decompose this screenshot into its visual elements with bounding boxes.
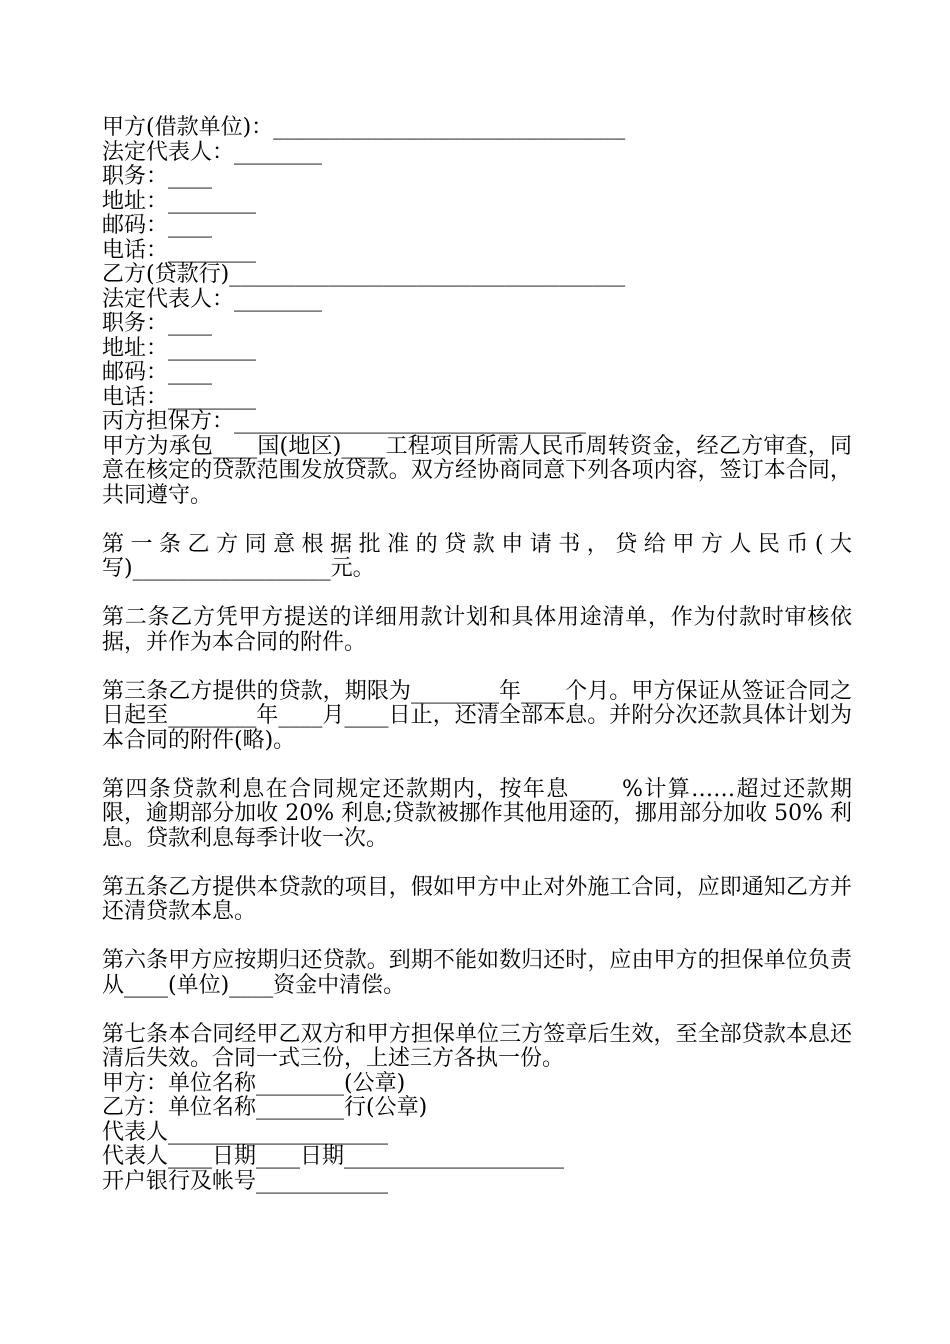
signature-bank-account: 开户银行及帐号____________ [102,1168,389,1194]
article-5: 第五条乙方提供本贷款的项目，假如甲方中止对外施工合同，应即通知乙方并还清贷款本息。 [102,874,852,924]
contract-document [102,116,852,1194]
party-a-zipcode: 邮码：____ [102,213,213,238]
party-b-title: 职务：____ [102,311,213,336]
party-b-line: 乙方(贷款行)____________________________________ [102,262,626,287]
party-a-representative: 法定代表人：________ [102,139,323,165]
article-3: 第三条乙方提供的贷款，期限为________年____个月。甲方保证从签证合同之日起至________年____月____日止，还清全部本息。并附分次还款具体计划为本合同的附件(略)。 [102,678,852,753]
party-b-address: 地址：________ [102,335,257,361]
signature-representative-dates: 代表人____日期____日期____________________ [102,1144,565,1169]
signature-representative: 代表人____________________ [102,1119,389,1145]
signature-party-b: 乙方：单位名称________行(公章) [102,1095,428,1120]
party-b-phone: 电话：________ [102,384,257,410]
article-1: 第一条乙方同意根据批准的贷款申请书，贷给甲方人民币(大写)__________________元。 [102,531,852,581]
signature-party-a: 甲方：单位名称________(公章) [102,1070,406,1096]
intro-paragraph: 甲方为承包____国(地区)____工程项目所需人民币周转资金，经乙方审查，同意在核定的贷款范围发放贷款。双方经协商同意下列各项内容，签订本合同，共同遵守。 [102,433,852,508]
party-a-line: 甲方(借款单位)：________________________________ [102,115,626,140]
article-7: 第七条本合同经甲乙双方和甲方担保单位三方签章后生效，至全部贷款本息还清后失效。合同一式三份，上述三方各执一份。 [102,1021,852,1071]
party-b-zipcode: 邮码：____ [102,360,213,385]
party-a-title: 职务：____ [102,164,213,189]
article-2: 第二条乙方凭甲方提送的详细用款计划和具体用途清单，作为付款时审核依据，并作为本合同的附件。 [102,605,852,655]
party-a-address: 地址：________ [102,188,257,214]
party-b-representative: 法定代表人：________ [102,286,323,312]
article-6: 第六条甲方应按期归还贷款。到期不能如数归还时，应由甲方的担保单位负责从____(单位)____资金中清偿。 [102,948,852,998]
party-c-guarantor: 丙方担保方：________________________________ [102,409,587,434]
party-a-phone: 电话：________ [102,237,257,263]
article-4: 第四条贷款利息在合同规定还款期内，按年息____ %计算……超过还款期限，逾期部分加收 20% 利息;贷款被挪作其他用途的，挪用部分加收 50% 利息。贷款利息每季计收一次。 [102,776,852,851]
